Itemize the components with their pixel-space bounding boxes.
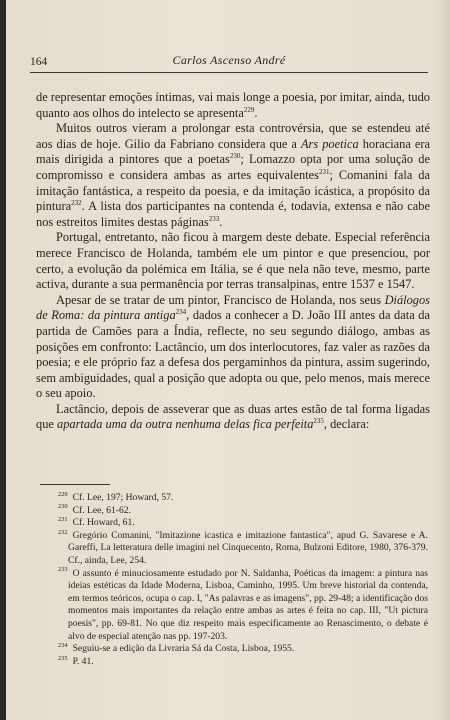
footnote-ref: 232 [71,199,82,208]
header-rule [30,72,428,73]
footnote-ref: 233 [208,214,220,223]
footnote-ref: 230 [229,152,241,161]
footnote-rule [40,484,110,485]
page-curl-shadow [434,0,450,720]
footnote: $^{233}$ O assunto é minuciosamente estudado por N. Saldanha, Poéticas da imagem: a pintura nas ideias estéticas da Idade Moderna, Lisboa, Caminho, 1995. Um breve historial da contenda, em termos teóricos, ocupa o cap. I, "As palavras e as imagens", pp. 29-48; a identificação dos momentos mais importantes da relação entre ambas as artes é feita no cap. III, "Ut pictura poesis", pp. 69-81. No que diz respeito mais especificamente ao Renascimento, o debate é alvo de especial atenção nas pp. 197-203. [58,566,428,642]
footnote-ref: 235 [313,417,324,426]
footnotes [40,492,428,668]
page-number: 164 [30,56,48,68]
footnote-ref: 231 [318,167,330,176]
paragraph-1: de representar emoções íntimas, vai mais longe a poesia, por imitar, ainda, tudo quanto aos olhos do intelecto se apresenta$^{229}$. [36,90,430,120]
paragraph-4: Apesar de se tratar de um pintor, Francisco de Holanda, nos seus Diálogos de Roma: da pintura antiga$^{234}$, dados a conhecer a D. João III antes da data da partida de Camões para a Índia, reflecte, no seu segundo diálogo, ambas as posições em confronto: Lactâncio, um dos interlocutores, faz valer as razões da poesia; e ele próprio faz a defesa dos pergaminhos da pintura, assim sugerindo, sem ambiguidades, qual a posição que adopta ou que, pelo menos, mais merece o seu apoio. [36,292,430,401]
running-head [30,52,428,72]
footnote-ref: 234 [175,308,187,317]
footnote: $^{229}$ Cf. Lee, 197; Howard, 57. [58,490,174,503]
paragraph-2: Muitos outros vieram a prolongar esta controvérsia, que se estendeu até aos dias de hoje. Gilio da Fabriano considera que a Ars poetica horaciana era mais dirigida a pintores que a poetas$^{230}$; Lomazzo opta por uma solução de compromisso e considera ambas as artes equivalentes$^{231}$; Comanini fala da imitação fantástica, a respeito da poesia, e da imitação icástica, a propósito da pintura$^{232}$. A lista dos participantes na contenda é, todavia, extensa e não cabe nos estreitos limites destas páginas$^{233}$. [36,121,431,229]
footnote: $^{231}$ Cf. Howard, 61. [58,516,135,529]
paragraph-3: Portugal, entretanto, não ficou à margem deste debate. Especial referência merece Francisco de Holanda, também ele um pintor e que presenciou, por certo, a evolução da polémica em Itália, se é que nela não teve, mesmo, parte activa, durante a sua permanência por terras transalpinas, entre 1537 e 1547. [36,230,430,292]
footnote: $^{234}$ Seguiu-se a edição da Livraria Sá da Costa, Lisboa, 1955. [58,641,295,655]
main-text [36,90,430,433]
footnote: $^{235}$ P. 41. [58,654,94,667]
running-title: Carlos Ascenso André [172,53,286,67]
paragraph-5: Lactâncio, depois de asseverar que as duas artes estão de tal forma ligadas que apartada uma da outra nenhuma delas fica perfeita$^{235}$, declara: [36,401,430,432]
book-page [6,0,450,720]
footnote: $^{230}$ Cf. Lee, 61-62. [58,503,131,516]
footnote-ref: 229 [243,105,255,114]
footnote: $^{232}$ Gregório Comanini, "Imitazione icastica e imitazione fantastica", apud G. Savarese e A. Gareffi, La letteratura delle imagini nel Cinquecento, Roma, Bulzoni Editore, 1980, 376-379. Cf., ainda, Lee, 254. [58,528,428,566]
